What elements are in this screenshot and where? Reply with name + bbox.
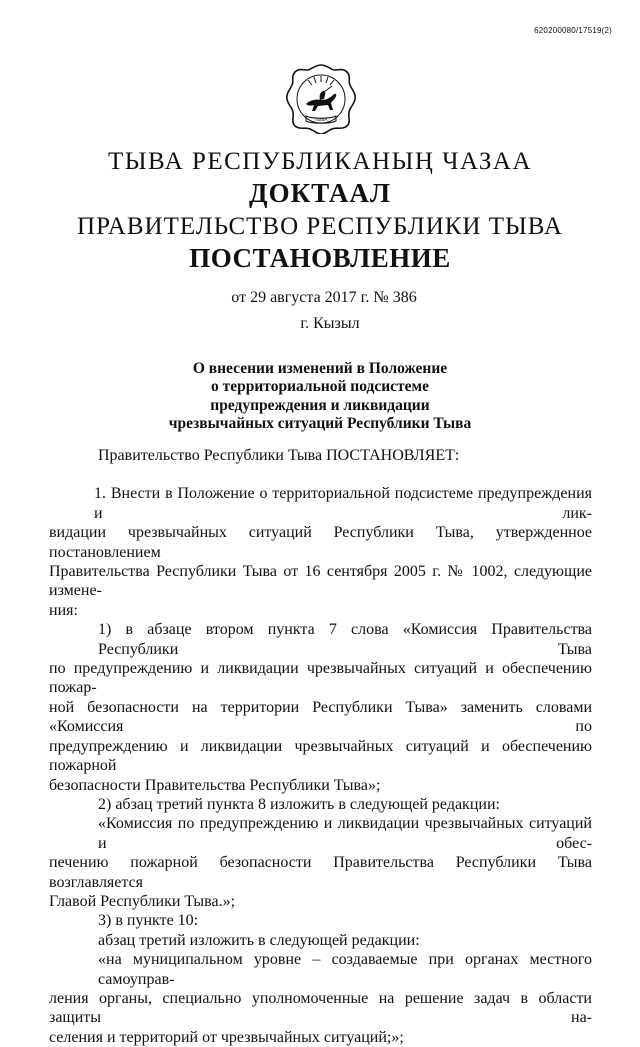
tuvan-government-title: ТЫВА РЕСПУБЛИКАНЫҢ ЧАЗАА [107, 148, 533, 175]
paragraph-6: абзац третий изложить в следующей редакции: [98, 931, 420, 949]
subject-line: чрезвычайных ситуаций Республики Тыва [168, 415, 472, 433]
document-registration-number: 620200080/17519(2) [534, 26, 612, 35]
paragraph-1: 1. Внести в Положение о территориальной подсистеме предупреждения и лик- видации чрезвычайных ситуаций Республики Тыва, утвержденное постановлением Правительства Республики Тыва от 16 сентября 2005 г. № 1002, следующие измене- ния: [49, 485, 592, 619]
decree-subject [0, 360, 640, 434]
svg-text:ТЫВА: ТЫВА [314, 118, 328, 123]
paragraph-3: 2) абзац третий пункта 8 изложить в следующей редакции: [98, 795, 500, 813]
subject-line: О внесении изменений в Положение [192, 360, 448, 377]
paragraph-2: 1) в абзаце втором пункта 7 слова «Комиссия Правительства Республики Тыва по предупреждению и ликвидации чрезвычайных ситуаций и обеспечению пожар- ной безопасности на территории Республики Тыва» заменить словами «Комиссия по предупреждению и ликвидации чрезвычайных ситуаций и обеспечению пожарной безопасности Правительства Республики Тыва»; [49, 621, 592, 794]
tuva-coat-of-arms-icon [284, 62, 358, 134]
decree-date-number: от 29 августа 2017 г. № 386 [231, 289, 417, 306]
russian-government-title: ПРАВИТЕЛЬСТВО РЕСПУБЛИКИ ТЫВА [77, 213, 563, 240]
paragraph-5: 3) в пункте 10: [98, 912, 199, 930]
decree-city: г. Кызыл [300, 315, 360, 332]
paragraph-4: «Комиссия по предупреждению и ликвидации чрезвычайных ситуаций и обес- печению пожарной безопасности Правительства Республики Тыва возглавляется Главой Республики Тыва.»; [49, 815, 592, 910]
preamble: Правительство Республики Тыва ПОСТАНОВЛЯЕТ: [98, 447, 460, 464]
subject-line: о территориальной подсистеме [211, 378, 429, 396]
tuvan-decree-title: ДОКТААЛ [249, 178, 391, 208]
paragraph-7: «на муниципальном уровне – создаваемые при органах местного самоуправ- ления органы, специально уполномоченные на решение задач в области защиты на- селения и территорий от чрезвычайных ситуаций;»; [49, 951, 592, 1046]
decree-body [49, 446, 592, 1047]
subject-line: предупреждения и ликвидации [210, 396, 430, 414]
russian-decree-title: ПОСТАНОВЛЕНИЕ [189, 243, 451, 273]
